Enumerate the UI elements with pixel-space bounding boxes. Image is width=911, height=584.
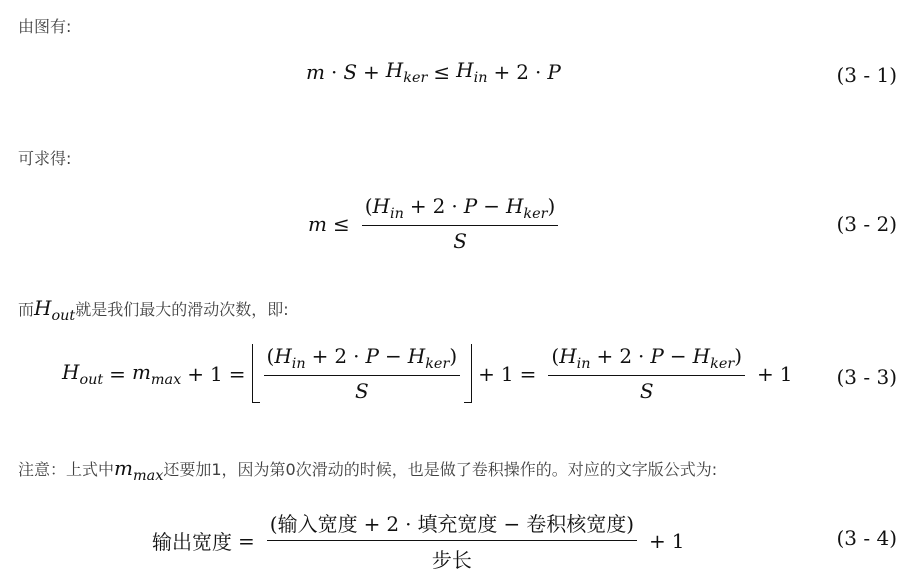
operator-plus: + [493, 60, 511, 85]
symbol-h-ker: $H_{ker}$ [385, 58, 428, 87]
fraction-denominator: S [354, 379, 369, 404]
operator-plus: + [478, 361, 495, 386]
equation-3-4 [152, 508, 685, 573]
operator-leq: ≤ [332, 211, 350, 236]
symbol-h-out: $H_{out}$ [62, 359, 104, 388]
fraction-numerator: (输入宽度 + 2 · 填充宽度 − 卷积核宽度) [267, 508, 637, 541]
equation-tag: (3 - 1) [836, 63, 897, 87]
paragraph-text: 注意：上式中 [18, 460, 115, 479]
equation-tag: (3 - 2) [836, 212, 897, 236]
operator-cdot: · [534, 60, 542, 85]
equation-tag: (3 - 3) [836, 365, 897, 389]
fraction-denominator: 步长 [431, 548, 472, 572]
operator-eq: = [109, 361, 126, 386]
floor-bracket [252, 344, 473, 403]
text-output-width: 输出宽度 [152, 530, 232, 554]
paragraph-hout [18, 296, 289, 324]
operator-plus: + [757, 361, 774, 386]
paragraph-text: 由图有: [18, 17, 72, 36]
paragraph-text: 就是我们最大的滑动次数，即: [75, 300, 289, 319]
fraction [264, 344, 461, 403]
number-two: 2 [516, 60, 529, 85]
inline-math-m-max: $m_{max}$ [114, 456, 164, 485]
fraction [362, 194, 559, 253]
fraction-numerator: $(H_{in} + 2 \cdot P - H_{ker})$ [548, 344, 745, 376]
symbol-m: m [308, 211, 327, 236]
operator-plus: + [363, 60, 380, 85]
paragraph-intro [18, 14, 71, 37]
paragraph-text: 而 [18, 300, 35, 319]
paragraph-text: 可求得: [18, 149, 72, 168]
operator-cdot: · [330, 60, 338, 85]
equation-3-1 [306, 58, 561, 86]
operator-eq: = [519, 361, 537, 386]
inline-math-h-out: $H_{out}$ [34, 296, 76, 325]
operator-eq: = [238, 528, 255, 553]
symbol-h-in: $H_{in}$ [456, 58, 488, 87]
fraction-denominator: S [639, 379, 654, 404]
equation-3-2 [308, 194, 564, 253]
paragraph-note [18, 456, 717, 484]
number-one: 1 [500, 361, 514, 386]
equation-3-3 [62, 344, 793, 403]
paragraph-text: 还要加1，因为第0次滑动的时候，也是做了卷积操作的。对应的文字版公式为: [163, 460, 718, 479]
fraction-numerator: $(H_{in} + 2 \cdot P - H_{ker})$ [264, 344, 461, 376]
equation-tag: (3 - 4) [836, 526, 897, 550]
symbol-m-max: $m_{max}$ [131, 359, 182, 388]
fraction [548, 344, 745, 403]
number-one: 1 [779, 361, 793, 386]
operator-eq: = [228, 361, 246, 386]
symbol-m: m [306, 60, 325, 85]
operator-plus: + [187, 361, 205, 386]
paragraph-derive [18, 146, 71, 169]
operator-leq: ≤ [433, 60, 451, 85]
symbol-p: P [547, 60, 561, 85]
operator-plus: + [649, 528, 666, 553]
fraction [267, 508, 637, 573]
fraction-numerator: $(H_{in} + 2 \cdot P - H_{ker})$ [362, 194, 559, 226]
number-one: 1 [210, 361, 223, 386]
symbol-s: S [343, 60, 358, 85]
fraction-denominator: S [453, 229, 467, 254]
number-one: 1 [671, 528, 685, 553]
